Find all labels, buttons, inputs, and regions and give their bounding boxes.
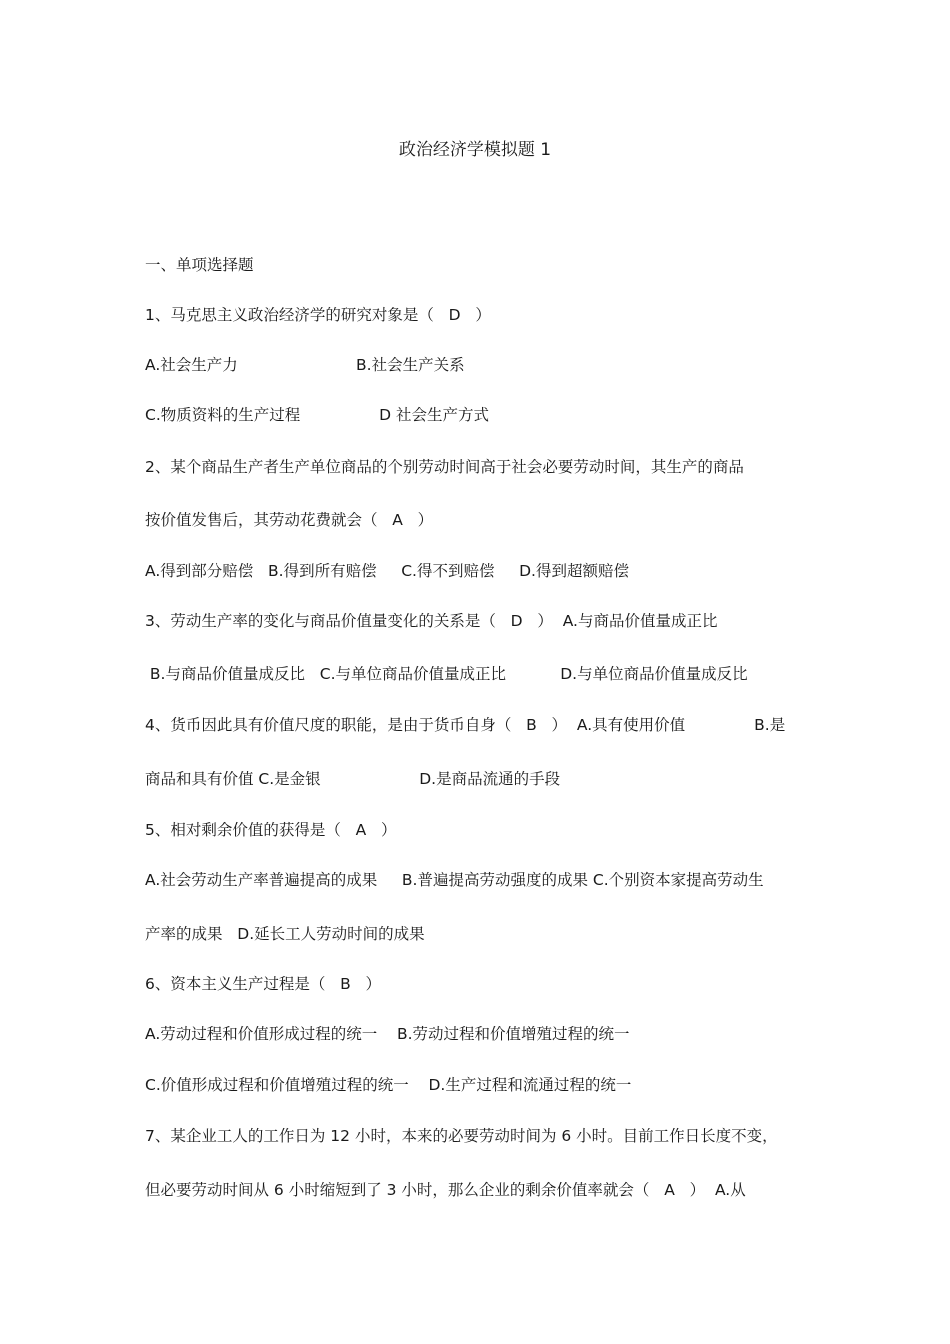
question-line: 6、资本主义生产过程是（ B ） — [145, 975, 382, 993]
options-line: C.物质资料的生产过程 D 社会生产方式 — [145, 406, 489, 424]
options-line: A.社会劳动生产率普遍提高的成果 B.普遍提高劳动强度的成果 C.个别资本家提高劳动生 — [145, 871, 764, 889]
document-title: 政治经济学模拟题 1 — [398, 140, 552, 160]
options-line: B.与商品价值量成反比 C.与单位商品价值量成正比 D.与单位商品价值量成反比 — [145, 665, 748, 683]
question-line: 3、劳动生产率的变化与商品价值量变化的关系是（ D ） A.与商品价值量成正比 — [145, 612, 718, 630]
options-line: C.价值形成过程和价值增殖过程的统一 D.生产过程和流通过程的统一 — [145, 1076, 632, 1094]
question-line: 4、货币因此具有价值尺度的职能，是由于货币自身（ B ） A.具有使用价值 B.是 — [145, 716, 786, 734]
question-line: 2、某个商品生产者生产单位商品的个别劳动时间高于社会必要劳动时间，其生产的商品 — [145, 458, 744, 476]
options-line: A.得到部分赔偿 B.得到所有赔偿 C.得不到赔偿 D.得到超额赔偿 — [145, 562, 629, 580]
question-line: 5、相对剩余价值的获得是（ A ） — [145, 821, 397, 839]
section-heading: 一、单项选择题 — [145, 256, 254, 274]
options-line: A.社会生产力 B.社会生产关系 — [145, 356, 465, 374]
question-line: 按价值发售后，其劳动花费就会（ A ） — [145, 511, 434, 529]
options-line: 产率的成果 D.延长工人劳动时间的成果 — [145, 925, 425, 943]
question-line: 1、马克思主义政治经济学的研究对象是（ D ） — [145, 306, 491, 324]
options-line: A.劳动过程和价值形成过程的统一 B.劳动过程和价值增殖过程的统一 — [145, 1025, 630, 1043]
question-line: 7、某企业工人的工作日为 12 小时，本来的必要劳动时间为 6 小时。目前工作日长度不变， — [145, 1127, 778, 1145]
question-line: 但必要劳动时间从 6 小时缩短到了 3 小时，那么企业的剩余价值率就会（ A ） A.从 — [145, 1181, 746, 1199]
options-line: 商品和具有价值 C.是金银 D.是商品流通的手段 — [145, 770, 561, 788]
